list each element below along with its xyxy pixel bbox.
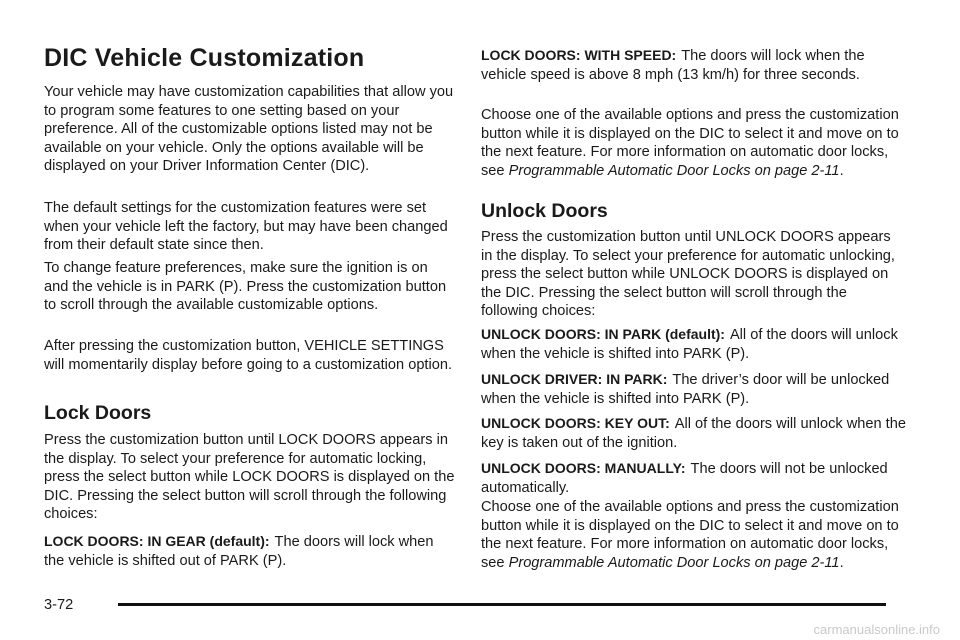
footer-rule xyxy=(118,603,886,606)
choose-paragraph-2: Choose one of the available options and press the customization button while it is displayed on the DIC to select it and move on to the next feature. For more information on automatic door locks, see Programmable Automatic Door Locks on page 2-11. xyxy=(481,499,899,571)
option-description: The driver’s door will be unlocked when the vehicle is shifted into PARK (P). xyxy=(481,372,890,407)
unlock-doors-paragraph: Press the customization button until UNLOCK DOORS appears in the display. To select your preference for automatic unlocking, press the select button while UNLOCK DOORS is displayed on the DIC. Pressing the select button will scroll through the following choices: xyxy=(481,229,895,320)
lock-doors-heading: Lock Doors xyxy=(44,402,152,424)
intro-paragraph-3: To change feature preferences, make sure the ignition is on and the vehicle is in PARK (P). Press the customization button to scroll through the available customizable options. xyxy=(44,260,447,314)
choose-paragraph-1: Choose one of the available options and press the customization button while it is displayed on the DIC to select it and move on to the next feature. For more information on automatic door locks, see Programmable Automatic Door Locks on page 2-11. xyxy=(481,107,899,179)
option-term: LOCK DOORS: WITH SPEED: xyxy=(481,47,677,63)
option-description: All of the doors will unlock when the key is taken out of the ignition. xyxy=(481,416,906,451)
option-description: The doors will lock when the vehicle is shifted out of PARK (P). xyxy=(44,534,434,569)
page-title: DIC Vehicle Customization xyxy=(44,44,365,72)
option-term: UNLOCK DOORS: IN PARK (default): xyxy=(481,326,725,342)
intro-paragraph-1: Your vehicle may have customization capabilities that allow you to program some features to one setting based on your preference. All of the customizable options listed may not be available on your vehicle. Only the options available will be displayed on your Driver Information Center (DIC). xyxy=(44,84,454,175)
option-description: All of the doors will unlock when the vehicle is shifted into PARK (P). xyxy=(481,327,898,362)
unlock-key-out-option xyxy=(481,414,906,452)
intro-paragraph-2: The default settings for the customization features were set when your vehicle left the factory, but may have been changed from their default state since then. xyxy=(44,200,448,254)
unlock-in-park-option xyxy=(481,325,906,363)
watermark: carmanualsonline.info xyxy=(813,622,940,637)
option-term: LOCK DOORS: IN GEAR (default): xyxy=(44,533,270,549)
cross-reference: Programmable Automatic Door Locks on page 2-11 xyxy=(508,554,840,571)
unlock-doors-heading: Unlock Doors xyxy=(481,200,608,222)
unlock-driver-option xyxy=(481,370,906,408)
option-term: UNLOCK DOORS: MANUALLY: xyxy=(481,460,686,476)
unlock-manually-option xyxy=(481,459,906,497)
lock-with-speed-option xyxy=(481,46,906,84)
intro-paragraph-4: After pressing the customization button, VEHICLE SETTINGS will momentarily display before going to a customization option. xyxy=(44,338,453,373)
page-number: 3-72 xyxy=(44,597,74,613)
option-description: The doors will not be unlocked automatically. xyxy=(481,461,888,496)
lock-doors-paragraph: Press the customization button until LOCK DOORS appears in the display. To select your preference for automatic locking, press the select button while LOCK DOORS is displayed on the DIC. Pressing the select button will scroll through the following choices: xyxy=(44,432,455,523)
option-description: The doors will lock when the vehicle speed is above 8 mph (13 km/h) for three seconds. xyxy=(481,48,865,83)
option-term: UNLOCK DOORS: KEY OUT: xyxy=(481,415,670,431)
cross-reference: Programmable Automatic Door Locks on page 2-11 xyxy=(508,162,840,179)
lock-in-gear-option xyxy=(44,532,456,570)
option-term: UNLOCK DRIVER: IN PARK: xyxy=(481,371,668,387)
